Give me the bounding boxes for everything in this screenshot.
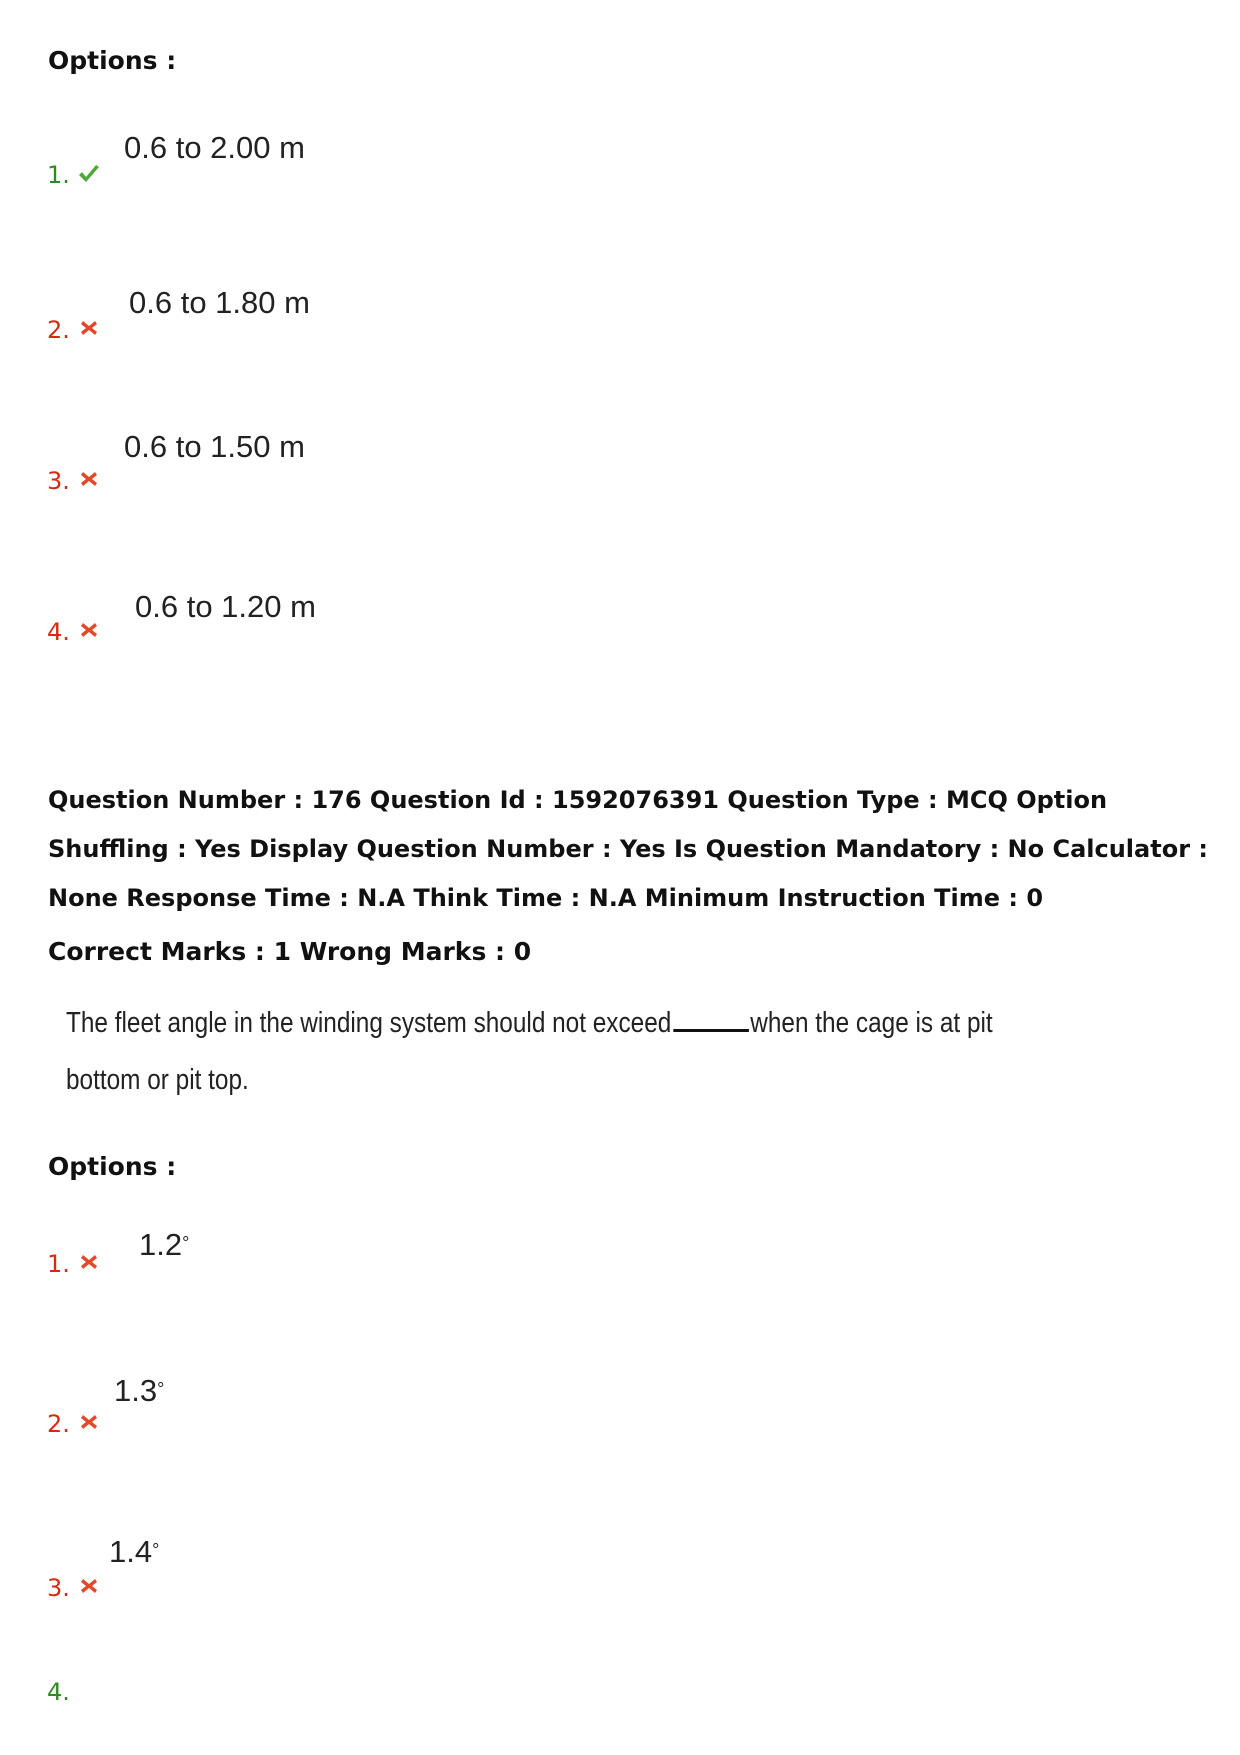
cross-icon <box>78 469 100 489</box>
option-number: 4. <box>47 1678 70 1706</box>
option-number: 2. <box>47 1410 70 1438</box>
degree-symbol: ° <box>182 1233 190 1253</box>
option-value: 0.6 to 2.00 m <box>124 130 305 165</box>
cross-icon <box>78 620 100 640</box>
option-value <box>139 1227 189 1263</box>
cross-icon <box>78 318 100 338</box>
check-icon <box>77 163 101 185</box>
option-value-number: 1.4 <box>109 1534 153 1569</box>
option-value-number: 1.3 <box>114 1373 158 1408</box>
cross-icon <box>78 1252 100 1272</box>
question-blank <box>673 1002 749 1032</box>
option-value: 0.6 to 1.20 m <box>135 589 316 624</box>
question-text-line2: bottom or pit top. <box>66 1064 249 1096</box>
question-text <box>66 995 993 1109</box>
question-meta: Question Number : 176 Question Id : 1592076391 Question Type : MCQ Option Shuffling : Yes Display Question Number : Yes Is Question Mandatory : No Calculator : None Response Time : N.A Think Time : N.A Minimum Instruction Time : 0 <box>48 786 1208 912</box>
options-heading: Options : <box>48 1152 177 1181</box>
option-number: 4. <box>47 618 70 646</box>
option-value <box>109 1534 159 1570</box>
question-text-part1: The fleet angle in the winding system should not exceed <box>66 1007 672 1039</box>
option-number: 1. <box>47 161 70 189</box>
cross-icon <box>78 1576 100 1596</box>
degree-symbol: ° <box>157 1379 165 1399</box>
option-number: 2. <box>47 316 70 344</box>
option-number: 3. <box>47 467 70 495</box>
degree-symbol: ° <box>152 1540 160 1560</box>
option-value-number: 1.2 <box>139 1227 183 1262</box>
option-value: 0.6 to 1.80 m <box>129 285 310 320</box>
option-value: 0.6 to 1.50 m <box>124 429 305 464</box>
options-heading: Options : <box>48 46 177 75</box>
question-text-part2: when the cage is at pit <box>750 1007 993 1039</box>
option-value <box>114 1373 164 1409</box>
option-number: 1. <box>47 1250 70 1278</box>
option-number: 3. <box>47 1574 70 1602</box>
marks-line: Correct Marks : 1 Wrong Marks : 0 <box>48 937 532 966</box>
cross-icon <box>78 1412 100 1432</box>
